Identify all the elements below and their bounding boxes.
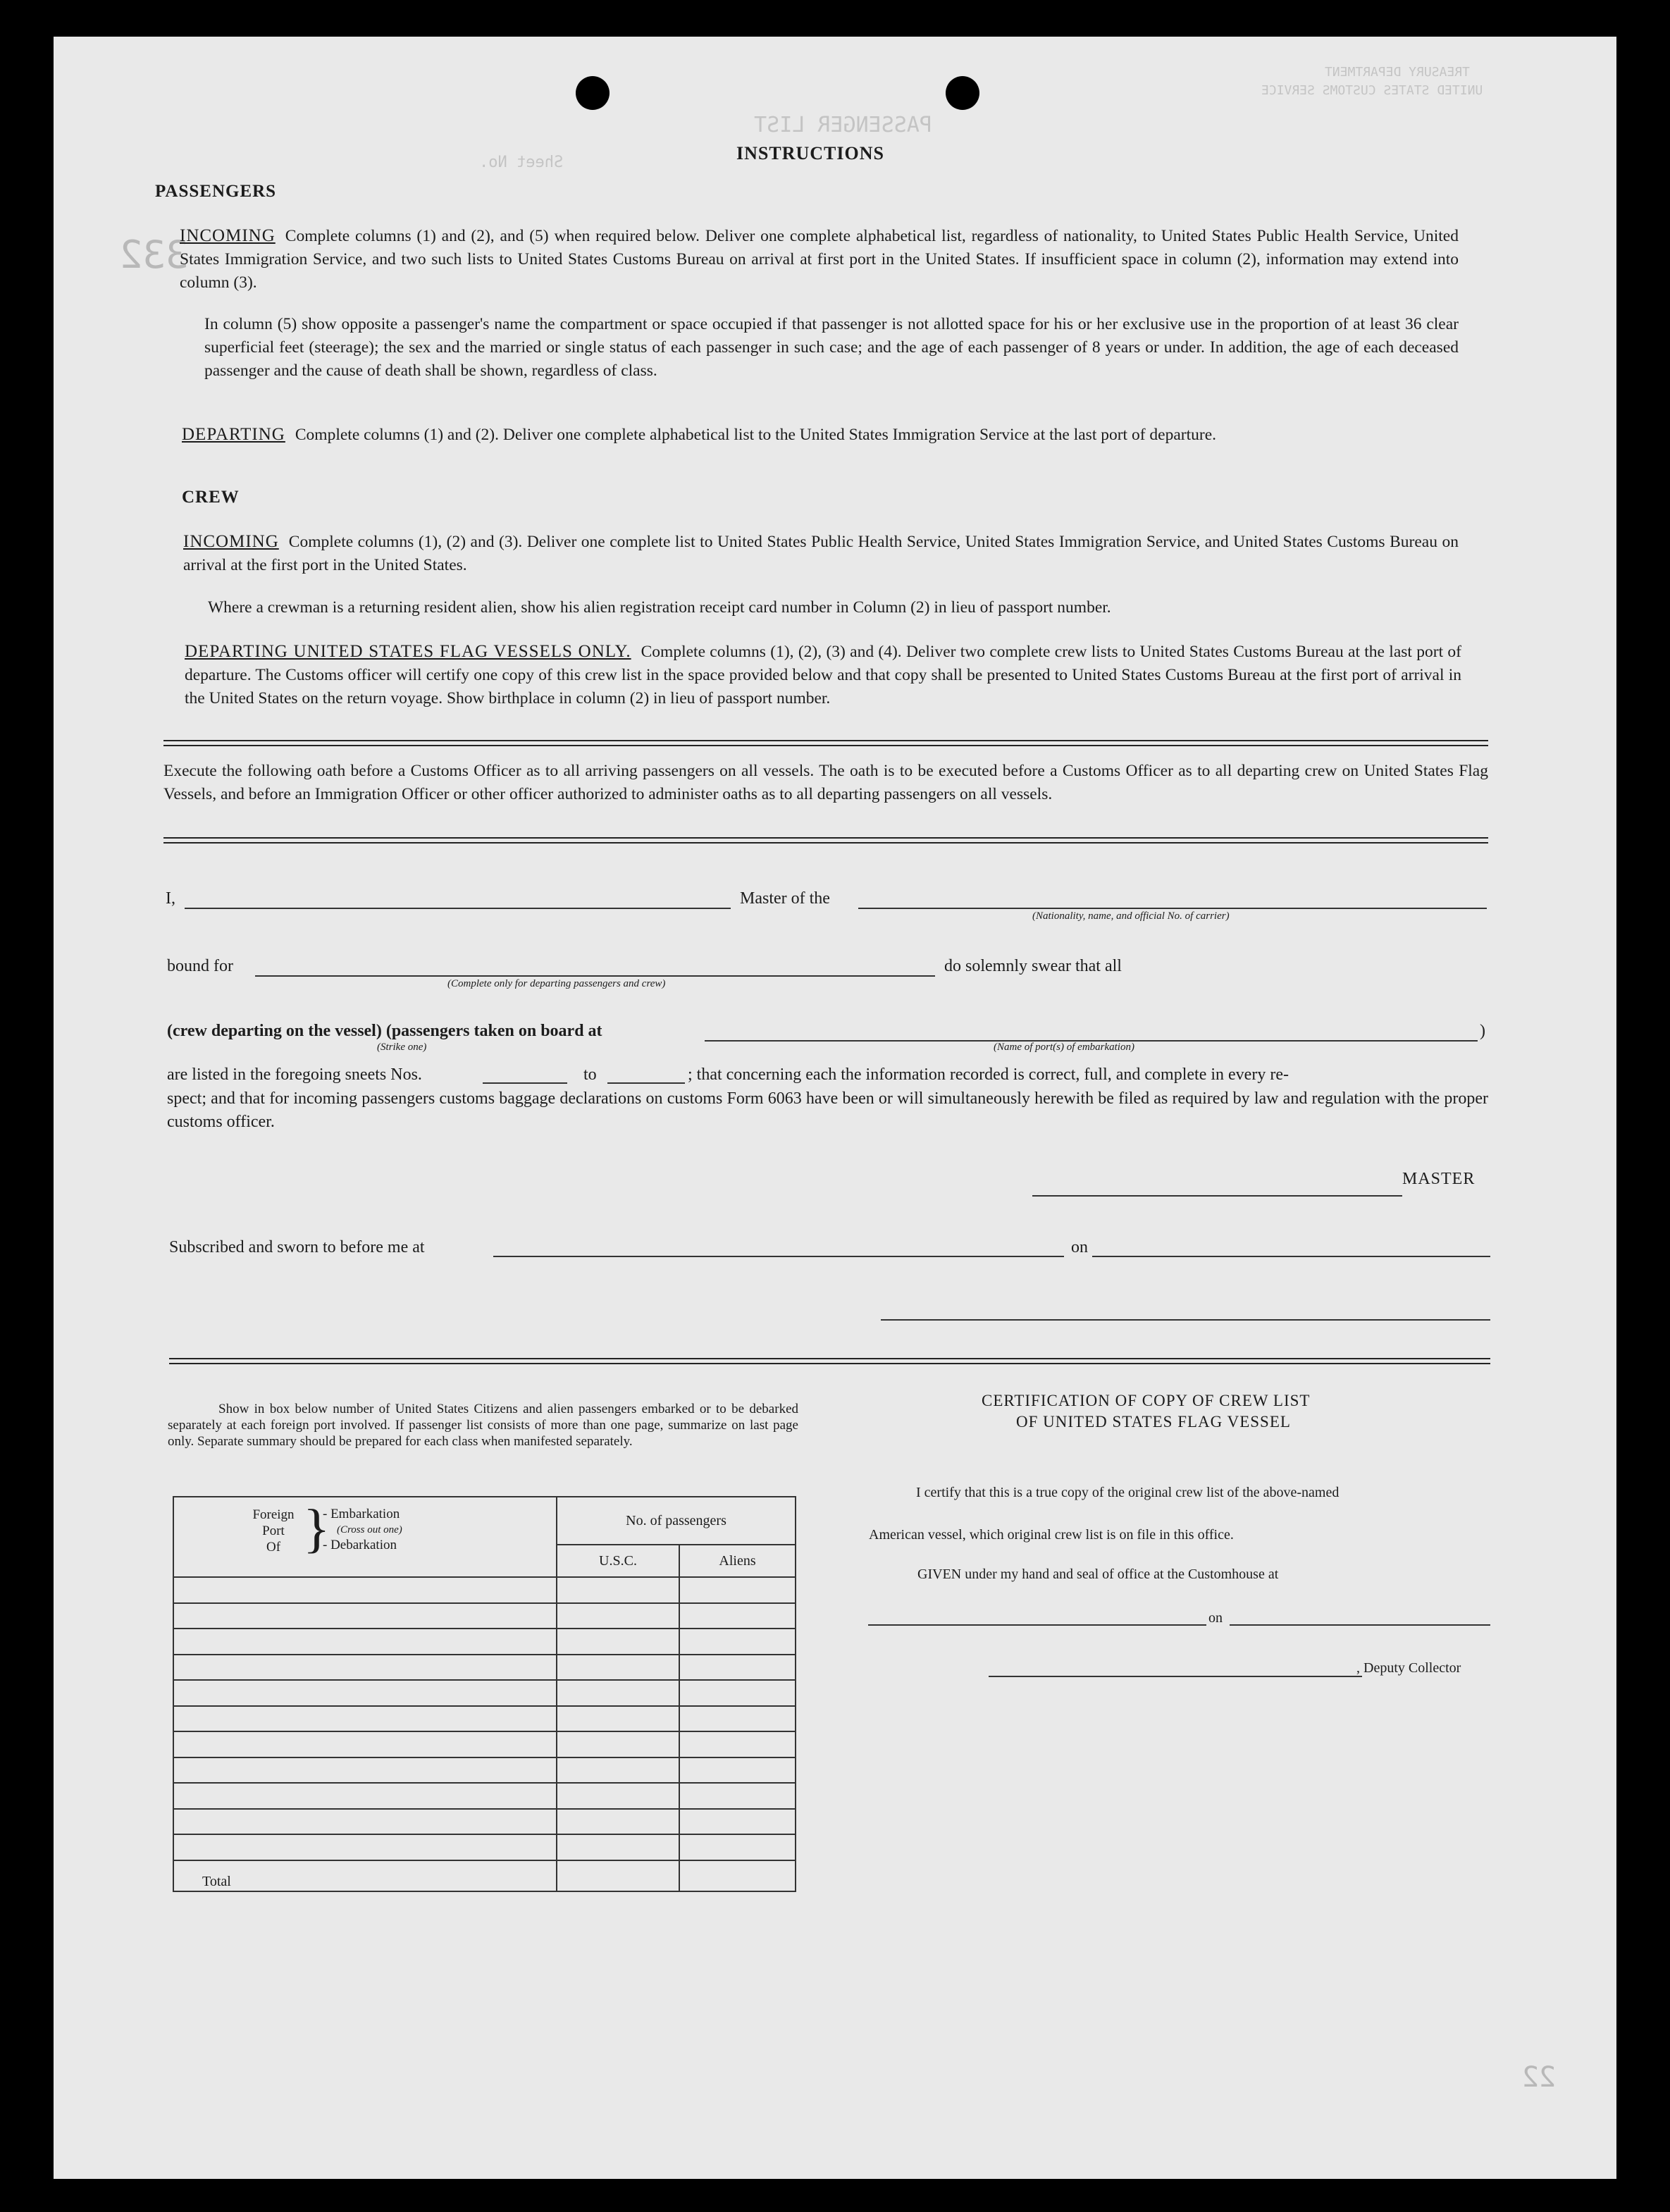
punch-hole-left (576, 76, 610, 110)
no-of-passengers-header: No. of passengers (557, 1497, 796, 1545)
passengers-heading: PASSENGERS (155, 182, 277, 201)
sworn-on-label: on (1071, 1238, 1088, 1256)
crew-departing-text: Complete columns (1), (2), (3) and (4). Deliver two complete crew lists to United States Customs Bureau at the last port of departure. The Customs officer will certify one copy of this crew list in the space provided below and that copy shall be presented to United States Customs Bureau at the first port of arrival in the United States on the return voyage. Show birthplace in column (2) in lieu of passport number. (185, 643, 1461, 708)
usc-cell[interactable] (557, 1629, 679, 1655)
column5-instructions: In column (5) show opposite a passenger's name the compartment or space occupied if that passenger is not allotted space for his or her exclusive use in the proportion of at least 36 clear superficial feet (steerage); the sex and the married or single status of each passenger in such case; and the age of each passenger of 8 years or under. In addition, the age of each deceased passenger and the cause of death shall be shown, regardless of class. (204, 315, 1459, 380)
summary-row (173, 1834, 796, 1860)
usc-cell[interactable] (557, 1809, 679, 1835)
crew-resident-alien-note: Where a crewman is a returning resident alien, show his alien registration receipt card number in Column (2) in lieu of passport number. (208, 598, 1111, 617)
usc-cell[interactable] (557, 1680, 679, 1706)
bound-for-caption: (Complete only for departing passengers and crew) (447, 978, 666, 989)
solemnly-swear-text: do solemnly swear that all (944, 957, 1122, 975)
debarkation-option[interactable]: - Debarkation (323, 1538, 397, 1552)
summary-row (173, 1757, 796, 1784)
ghost-sheet-no: Sheet No. (479, 154, 564, 171)
ghost-treasury: TREASURY DEPARTMENT (1325, 65, 1470, 80)
cross-out-caption: (Cross out one) (337, 1524, 402, 1536)
port-cell[interactable] (173, 1655, 557, 1681)
foreign-label: Foreign (252, 1507, 295, 1522)
usc-cell[interactable] (557, 1577, 679, 1603)
summary-row (173, 1603, 796, 1629)
passengers-departing-block (182, 423, 1459, 447)
oath-statement-continued: spect; and that for incoming passengers customs baggage declarations on customs Form 6063 have been or will simultaneously herewith be filed as required by law and regulation with the proper customs officer. (167, 1089, 1488, 1131)
carrier-field[interactable] (858, 908, 1487, 909)
port-caption: (Name of port(s) of embarkation) (994, 1042, 1134, 1053)
aliens-cell[interactable] (679, 1757, 796, 1784)
aliens-cell[interactable] (679, 1809, 796, 1835)
passengers-departing-text: Complete columns (1) and (2). Deliver one complete alphabetical list to the United States Immigration Service at the last port of departure. (295, 426, 1216, 444)
crew-departing-label: DEPARTING UNITED STATES FLAG VESSELS ONLY. (185, 642, 631, 661)
sheet-from-field[interactable] (483, 1082, 567, 1084)
passengers-departing-label: DEPARTING (182, 425, 285, 444)
port-cell[interactable] (173, 1629, 557, 1655)
port-cell[interactable] (173, 1680, 557, 1706)
sworn-at-field[interactable] (493, 1256, 1064, 1257)
sworn-on-field[interactable] (1092, 1256, 1490, 1257)
sheet-to-field[interactable] (607, 1082, 685, 1084)
usc-cell[interactable] (557, 1783, 679, 1809)
summary-row (173, 1809, 796, 1835)
master-of-the-label: Master of the (740, 889, 830, 908)
sheets-statement: ; that concerning each the information recorded is correct, full, and complete in every re- (688, 1065, 1289, 1084)
port-label: Port (262, 1524, 285, 1538)
ghost-sheet-number: 332 (120, 233, 189, 277)
summary-row (173, 1629, 796, 1655)
port-cell[interactable] (173, 1731, 557, 1757)
usc-cell[interactable] (557, 1655, 679, 1681)
crew-incoming-block (183, 530, 1459, 577)
section-divider-top (163, 740, 1488, 746)
aliens-cell[interactable] (679, 1834, 796, 1860)
deputy-collector-label: , Deputy Collector (1356, 1660, 1461, 1676)
aliens-cell[interactable] (679, 1731, 796, 1757)
given-on-label: on (1208, 1610, 1223, 1626)
passengers-incoming-label: INCOMING (180, 226, 276, 245)
embarkation-option[interactable]: - Embarkation (323, 1507, 400, 1521)
sheets-nos-label: are listed in the foregoing sneets Nos. (167, 1065, 422, 1084)
ghost-customs: UNITED STATES CUSTOMS SERVICE (1261, 83, 1483, 98)
summary-total-row (173, 1860, 796, 1891)
aliens-cell[interactable] (679, 1706, 796, 1732)
summary-row (173, 1783, 796, 1809)
given-on-field[interactable] (1230, 1624, 1490, 1626)
crew-heading: CREW (182, 488, 240, 507)
bound-for-label: bound for (167, 957, 233, 975)
oath-intro: Execute the following oath before a Customs Officer as to all arriving passengers on all vessels. The oath is to be executed before a Customs Officer as to all departing crew on United States Flag Vessels, and before an Immigration Officer or other officer authorized to administer oaths as to all departing passengers on all vessels. (163, 762, 1488, 803)
port-cell[interactable] (173, 1757, 557, 1784)
aliens-cell[interactable] (679, 1655, 796, 1681)
customhouse-field[interactable] (868, 1624, 1206, 1626)
nationality-caption: (Nationality, name, and official No. of carrier) (1032, 910, 1230, 922)
ghost-passenger-list: PASSENGER LIST (754, 113, 932, 137)
master-signature-label: MASTER (1402, 1170, 1476, 1188)
sheets-to-label: to (583, 1065, 597, 1084)
usc-cell[interactable] (557, 1603, 679, 1629)
aliens-cell[interactable] (679, 1629, 796, 1655)
officer-signature-field[interactable] (881, 1319, 1490, 1321)
port-cell[interactable] (173, 1809, 557, 1835)
usc-cell[interactable] (557, 1834, 679, 1860)
port-cell[interactable] (173, 1577, 557, 1603)
total-usc-cell[interactable] (557, 1860, 679, 1891)
crew-incoming-text: Complete columns (1), (2) and (3). Deliver one complete list to United States Public Health Service, United States Immigration Service, and United States Customs Bureau on arrival at the first port in the United States. (183, 533, 1459, 574)
summary-row (173, 1680, 796, 1706)
passengers-incoming-block (180, 224, 1459, 295)
crew-incoming-label: INCOMING (183, 532, 279, 551)
aliens-cell[interactable] (679, 1603, 796, 1629)
port-cell[interactable] (173, 1603, 557, 1629)
certification-line-2: American vessel, which original crew list is on file in this office. (869, 1527, 1234, 1543)
total-aliens-cell[interactable] (679, 1860, 796, 1891)
aliens-cell[interactable] (679, 1680, 796, 1706)
subscribed-label: Subscribed and sworn to before me at (169, 1238, 425, 1256)
usc-cell[interactable] (557, 1731, 679, 1757)
summary-row (173, 1731, 796, 1757)
punch-hole-right (946, 76, 979, 110)
oath-close-paren: ) (1480, 1022, 1485, 1040)
usc-column-header: U.S.C. (557, 1545, 679, 1577)
certification-heading-1: CERTIFICATION OF COPY OF CREW LIST (982, 1392, 1311, 1409)
master-name-field[interactable] (185, 908, 731, 909)
total-label: Total (173, 1860, 557, 1891)
ghost-page-number: 22 (1522, 2061, 1557, 2094)
port-cell[interactable] (173, 1834, 557, 1860)
brace-glyph: } (303, 1500, 330, 1559)
deputy-collector-signature-field[interactable] (989, 1676, 1362, 1677)
summary-row (173, 1655, 796, 1681)
strike-one-caption: (Strike one) (377, 1042, 427, 1053)
summary-row (173, 1577, 796, 1603)
bound-for-field[interactable] (255, 975, 935, 977)
oath-i-label: I, (166, 889, 175, 908)
port-cell[interactable] (173, 1706, 557, 1732)
port-cell[interactable] (173, 1783, 557, 1809)
crew-departing-text-line: (crew departing on the vessel) (passengers taken on board at (167, 1022, 602, 1040)
passenger-summary-table (173, 1496, 796, 1892)
aliens-cell[interactable] (679, 1783, 796, 1809)
section-divider-oath (163, 837, 1488, 844)
certification-line-1: I certify that this is a true copy of the original crew list of the above-named (916, 1485, 1340, 1500)
aliens-column-header: Aliens (679, 1545, 796, 1577)
page-title: INSTRUCTIONS (736, 143, 884, 163)
passengers-incoming-text: Complete columns (1) and (2), and (5) when required below. Deliver one complete alphabetical list, regardless of nationality, to United States Public Health Service, United States Immigration Service, and two such lists to United States Customs Bureau on arrival at first port in the United States. If insufficient space in column (2), information may extend into column (3). (180, 227, 1459, 292)
usc-cell[interactable] (557, 1706, 679, 1732)
certification-heading-2: OF UNITED STATES FLAG VESSEL (1016, 1413, 1291, 1431)
summary-row (173, 1706, 796, 1732)
aliens-cell[interactable] (679, 1577, 796, 1603)
crew-departing-block (185, 640, 1461, 710)
of-label: Of (266, 1540, 281, 1555)
section-divider-bottom (169, 1358, 1490, 1364)
given-under-hand-label: GIVEN under my hand and seal of office at the Customhouse at (917, 1567, 1279, 1582)
usc-cell[interactable] (557, 1757, 679, 1784)
summary-instructions: Show in box below number of United States Citizens and alien passengers embarked or to be debarked separately at each foreign port involved. If passenger list consists of more than one page, summarize on last page only. Separate summary should be prepared for each class when manifested separately. (168, 1402, 798, 1449)
master-signature-field[interactable] (1032, 1195, 1402, 1197)
